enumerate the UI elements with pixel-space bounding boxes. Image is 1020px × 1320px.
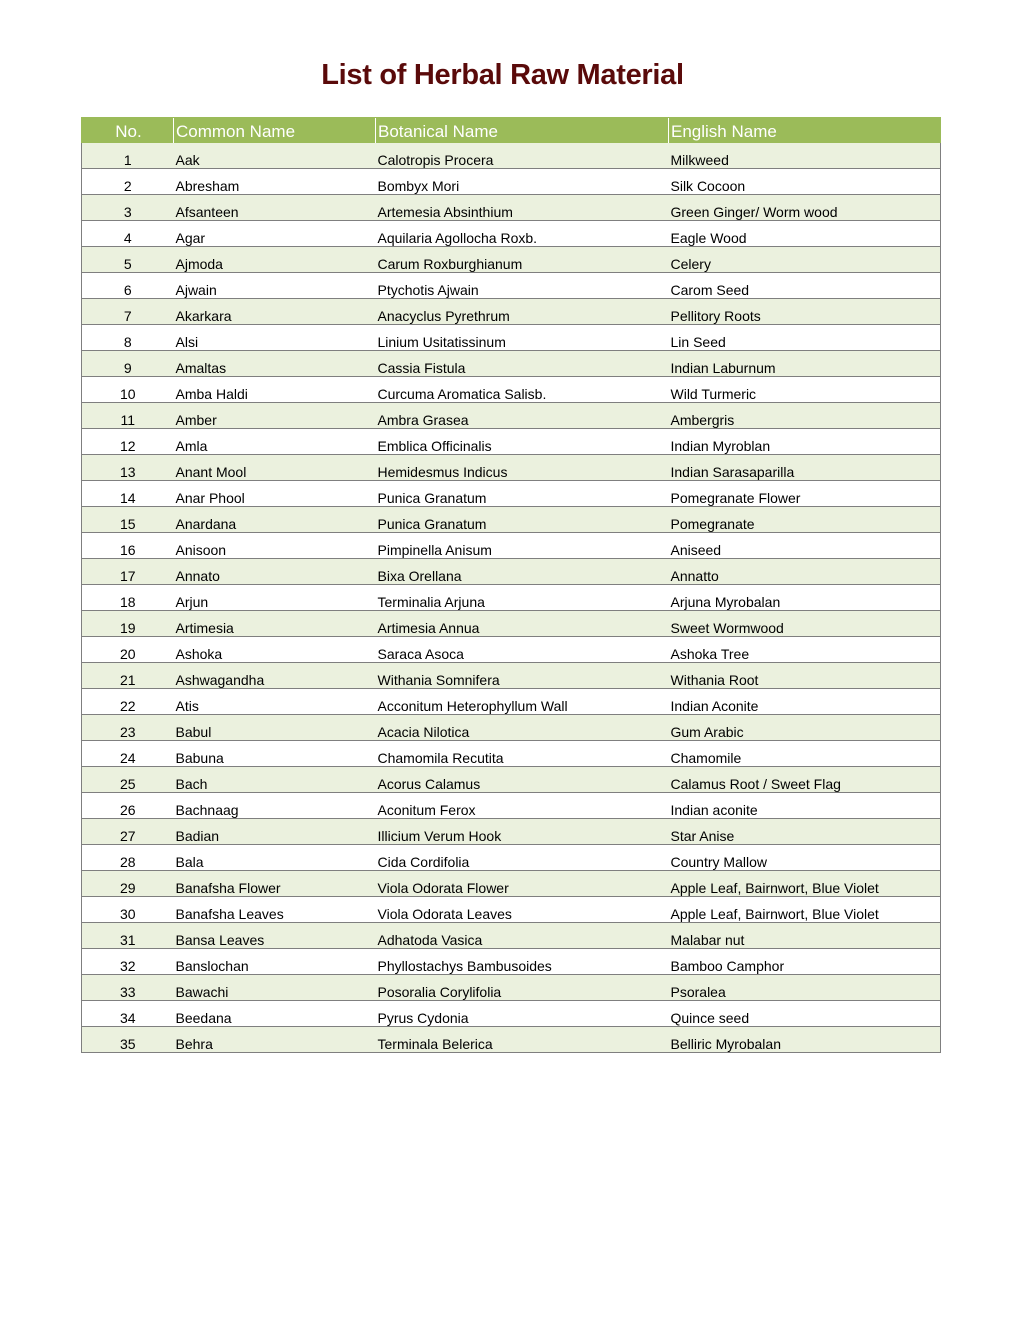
row-number: 11 — [82, 403, 174, 429]
row-number: 3 — [82, 195, 174, 221]
row-number: 27 — [82, 819, 174, 845]
english-name: Withania Root — [669, 663, 941, 689]
row-number: 32 — [82, 949, 174, 975]
botanical-name: Artemesia Absinthium — [376, 195, 669, 221]
table-row — [82, 195, 941, 221]
common-name: Abresham — [174, 169, 376, 195]
english-name: Quince seed — [669, 1001, 941, 1027]
botanical-name: Bombyx Mori — [376, 169, 669, 195]
table-row — [82, 585, 941, 611]
herbal-material-table — [81, 117, 941, 1053]
table-row — [82, 429, 941, 455]
row-number: 7 — [82, 299, 174, 325]
row-number: 1 — [82, 143, 174, 169]
table-row — [82, 1027, 941, 1053]
english-name: Pomegranate — [669, 507, 941, 533]
botanical-name: Cida Cordifolia — [376, 845, 669, 871]
english-name: Psoralea — [669, 975, 941, 1001]
table-row — [82, 273, 941, 299]
header-botanical-name: Botanical Name — [376, 118, 669, 144]
table-row — [82, 377, 941, 403]
english-name: Lin Seed — [669, 325, 941, 351]
page-title: List of Herbal Raw Material — [321, 59, 684, 92]
row-number: 33 — [82, 975, 174, 1001]
table-row — [82, 455, 941, 481]
row-number: 12 — [82, 429, 174, 455]
row-number: 5 — [82, 247, 174, 273]
common-name: Alsi — [174, 325, 376, 351]
common-name: Amber — [174, 403, 376, 429]
botanical-name: Aquilaria Agollocha Roxb. — [376, 221, 669, 247]
english-name: Calamus Root / Sweet Flag — [669, 767, 941, 793]
english-name: Eagle Wood — [669, 221, 941, 247]
common-name: Annato — [174, 559, 376, 585]
common-name: Babul — [174, 715, 376, 741]
table-row — [82, 975, 941, 1001]
common-name: Babuna — [174, 741, 376, 767]
common-name: Bach — [174, 767, 376, 793]
common-name: Amaltas — [174, 351, 376, 377]
common-name: Ajwain — [174, 273, 376, 299]
table-row — [82, 481, 941, 507]
botanical-name: Viola Odorata Leaves — [376, 897, 669, 923]
botanical-name: Linium Usitatissinum — [376, 325, 669, 351]
table-row — [82, 611, 941, 637]
row-number: 29 — [82, 871, 174, 897]
english-name: Sweet Wormwood — [669, 611, 941, 637]
botanical-name: Terminala Belerica — [376, 1027, 669, 1053]
botanical-name: Carum Roxburghianum — [376, 247, 669, 273]
table-row — [82, 637, 941, 663]
table-row — [82, 1001, 941, 1027]
common-name: Anardana — [174, 507, 376, 533]
common-name: Agar — [174, 221, 376, 247]
table-row — [82, 507, 941, 533]
table-row — [82, 715, 941, 741]
botanical-name: Pimpinella Anisum — [376, 533, 669, 559]
row-number: 35 — [82, 1027, 174, 1053]
common-name: Ashoka — [174, 637, 376, 663]
english-name: Pomegranate Flower — [669, 481, 941, 507]
botanical-name: Acacia Nilotica — [376, 715, 669, 741]
english-name: Indian Myroblan — [669, 429, 941, 455]
english-name: Gum Arabic — [669, 715, 941, 741]
common-name: Akarkara — [174, 299, 376, 325]
botanical-name: Hemidesmus Indicus — [376, 455, 669, 481]
english-name: Bamboo Camphor — [669, 949, 941, 975]
row-number: 23 — [82, 715, 174, 741]
row-number: 31 — [82, 923, 174, 949]
botanical-name: Punica Granatum — [376, 507, 669, 533]
row-number: 24 — [82, 741, 174, 767]
table-row — [82, 845, 941, 871]
common-name: Arjun — [174, 585, 376, 611]
common-name: Ajmoda — [174, 247, 376, 273]
row-number: 16 — [82, 533, 174, 559]
row-number: 34 — [82, 1001, 174, 1027]
common-name: Anar Phool — [174, 481, 376, 507]
common-name: Bawachi — [174, 975, 376, 1001]
botanical-name: Emblica Officinalis — [376, 429, 669, 455]
botanical-name: Terminalia Arjuna — [376, 585, 669, 611]
english-name: Celery — [669, 247, 941, 273]
row-number: 20 — [82, 637, 174, 663]
botanical-name: Withania Somnifera — [376, 663, 669, 689]
row-number: 13 — [82, 455, 174, 481]
row-number: 14 — [82, 481, 174, 507]
botanical-name: Phyllostachys Bambusoides — [376, 949, 669, 975]
common-name: Ashwagandha — [174, 663, 376, 689]
english-name: Chamomile — [669, 741, 941, 767]
botanical-name: Curcuma Aromatica Salisb. — [376, 377, 669, 403]
row-number: 26 — [82, 793, 174, 819]
english-name: Pellitory Roots — [669, 299, 941, 325]
english-name: Ambergris — [669, 403, 941, 429]
common-name: Behra — [174, 1027, 376, 1053]
common-name: Bala — [174, 845, 376, 871]
botanical-name: Ambra Grasea — [376, 403, 669, 429]
english-name: Indian Sarasaparilla — [669, 455, 941, 481]
table-row — [82, 299, 941, 325]
table-row — [82, 897, 941, 923]
row-number: 21 — [82, 663, 174, 689]
common-name: Banafsha Leaves — [174, 897, 376, 923]
english-name: Malabar nut — [669, 923, 941, 949]
common-name: Anisoon — [174, 533, 376, 559]
header-common-name: Common Name — [174, 118, 376, 144]
botanical-name: Viola Odorata Flower — [376, 871, 669, 897]
english-name: Carom Seed — [669, 273, 941, 299]
table-row — [82, 923, 941, 949]
row-number: 8 — [82, 325, 174, 351]
row-number: 25 — [82, 767, 174, 793]
table-row — [82, 169, 941, 195]
table-row — [82, 247, 941, 273]
header-english-name: English Name — [669, 118, 941, 144]
row-number: 17 — [82, 559, 174, 585]
table-row — [82, 533, 941, 559]
common-name: Banafsha Flower — [174, 871, 376, 897]
common-name: Bansa Leaves — [174, 923, 376, 949]
row-number: 22 — [82, 689, 174, 715]
table-row — [82, 221, 941, 247]
row-number: 19 — [82, 611, 174, 637]
botanical-name: Adhatoda Vasica — [376, 923, 669, 949]
row-number: 30 — [82, 897, 174, 923]
table-row — [82, 559, 941, 585]
english-name: Aniseed — [669, 533, 941, 559]
common-name: Badian — [174, 819, 376, 845]
common-name: Anant Mool — [174, 455, 376, 481]
english-name: Silk Cocoon — [669, 169, 941, 195]
header-no: No. — [82, 118, 174, 144]
botanical-name: Chamomila Recutita — [376, 741, 669, 767]
table-body — [82, 143, 941, 1053]
botanical-name: Cassia Fistula — [376, 351, 669, 377]
common-name: Artimesia — [174, 611, 376, 637]
table-row — [82, 663, 941, 689]
table-row — [82, 325, 941, 351]
row-number: 4 — [82, 221, 174, 247]
botanical-name: Pyrus Cydonia — [376, 1001, 669, 1027]
english-name: Wild Turmeric — [669, 377, 941, 403]
table-row — [82, 819, 941, 845]
table-row — [82, 767, 941, 793]
english-name: Arjuna Myrobalan — [669, 585, 941, 611]
table-row — [82, 949, 941, 975]
row-number: 15 — [82, 507, 174, 533]
table-row — [82, 143, 941, 169]
common-name: Banslochan — [174, 949, 376, 975]
english-name: Indian Aconite — [669, 689, 941, 715]
row-number: 2 — [82, 169, 174, 195]
table-row — [82, 871, 941, 897]
english-name: Green Ginger/ Worm wood — [669, 195, 941, 221]
row-number: 6 — [82, 273, 174, 299]
common-name: Amba Haldi — [174, 377, 376, 403]
table-row — [82, 741, 941, 767]
table-row — [82, 793, 941, 819]
botanical-name: Artimesia Annua — [376, 611, 669, 637]
botanical-name: Illicium Verum Hook — [376, 819, 669, 845]
botanical-name: Acconitum Heterophyllum Wall — [376, 689, 669, 715]
english-name: Apple Leaf, Bairnwort, Blue Violet — [669, 897, 941, 923]
english-name: Apple Leaf, Bairnwort, Blue Violet — [669, 871, 941, 897]
common-name: Amla — [174, 429, 376, 455]
english-name: Ashoka Tree — [669, 637, 941, 663]
english-name: Indian Laburnum — [669, 351, 941, 377]
botanical-name: Aconitum Ferox — [376, 793, 669, 819]
botanical-name: Anacyclus Pyrethrum — [376, 299, 669, 325]
header-row — [82, 118, 941, 144]
botanical-name: Saraca Asoca — [376, 637, 669, 663]
row-number: 18 — [82, 585, 174, 611]
table-row — [82, 689, 941, 715]
row-number: 9 — [82, 351, 174, 377]
common-name: Aak — [174, 143, 376, 169]
row-number: 28 — [82, 845, 174, 871]
english-name: Belliric Myrobalan — [669, 1027, 941, 1053]
botanical-name: Calotropis Procera — [376, 143, 669, 169]
common-name: Afsanteen — [174, 195, 376, 221]
table-row — [82, 351, 941, 377]
botanical-name: Bixa Orellana — [376, 559, 669, 585]
english-name: Annatto — [669, 559, 941, 585]
botanical-name: Ptychotis Ajwain — [376, 273, 669, 299]
row-number: 10 — [82, 377, 174, 403]
botanical-name: Posoralia Corylifolia — [376, 975, 669, 1001]
common-name: Bachnaag — [174, 793, 376, 819]
english-name: Star Anise — [669, 819, 941, 845]
botanical-name: Acorus Calamus — [376, 767, 669, 793]
english-name: Milkweed — [669, 143, 941, 169]
table-row — [82, 403, 941, 429]
common-name: Atis — [174, 689, 376, 715]
botanical-name: Punica Granatum — [376, 481, 669, 507]
english-name: Indian aconite — [669, 793, 941, 819]
english-name: Country Mallow — [669, 845, 941, 871]
common-name: Beedana — [174, 1001, 376, 1027]
